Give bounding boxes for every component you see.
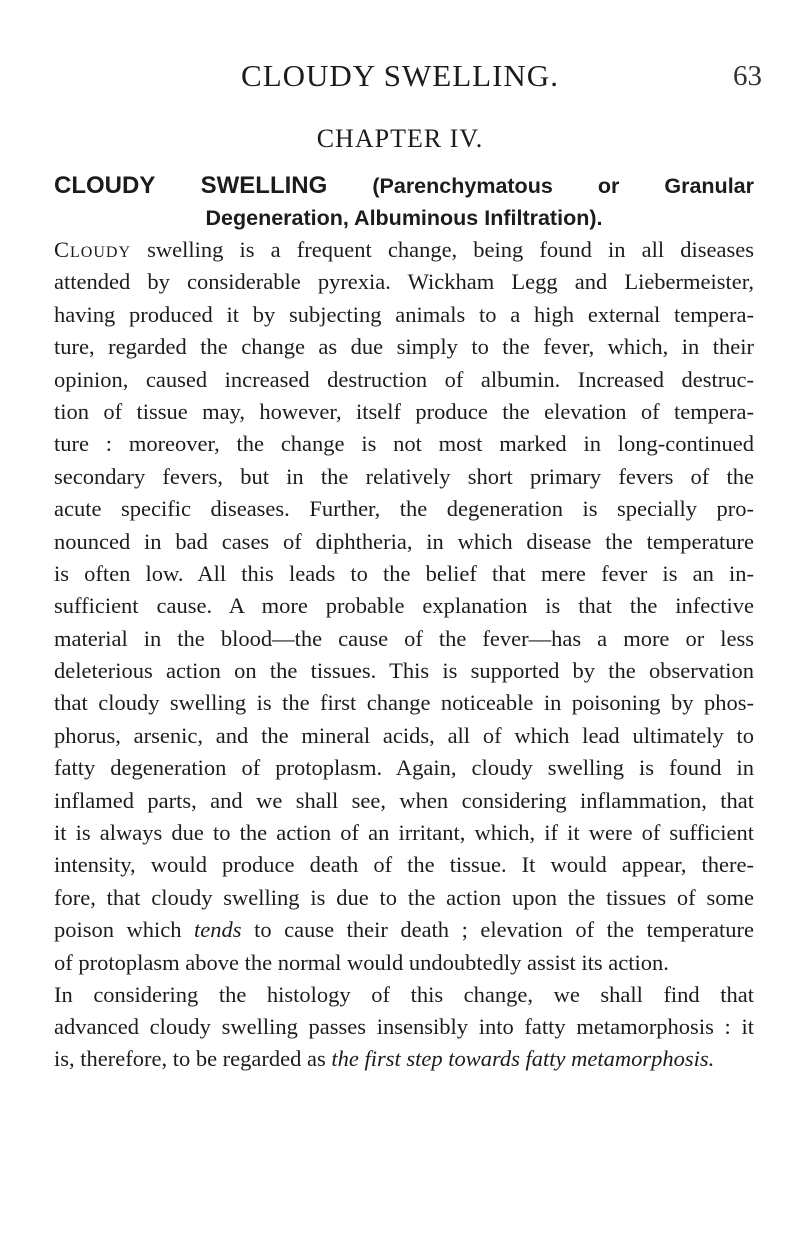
heading-subtitle-1: (Parenchymatous or Granular: [372, 174, 754, 198]
text-line: is often low. All this leads to the belief that mere fever is an in-: [54, 560, 754, 586]
drop-word: Cloudy: [54, 237, 131, 262]
chapter-title: CHAPTER IV.: [316, 124, 484, 153]
text-line: ture : moreover, the change is not most marked in long-continued: [54, 431, 754, 457]
page-number: 63: [733, 60, 762, 92]
text-line: that cloudy swelling is the first change noticeable in poisoning by phos-: [54, 690, 754, 716]
text-span: In considering the histology of this change, we shall find that: [54, 982, 754, 1007]
text-line: intensity, would produce death of the tissue. It would appear, there-: [54, 852, 754, 878]
text-span: poison which: [54, 917, 182, 943]
heading-bold-title: CLOUDY SWELLING: [54, 172, 328, 199]
text-span: is, therefore, to be regarded as: [54, 1046, 326, 1072]
text-line: advanced cloudy swelling passes insensibly into fatty metamorphosis : it: [54, 1014, 754, 1039]
text-line: phorus, arsenic, and the mineral acids, all of which lead ultimately to: [54, 722, 754, 748]
text-line: opinion, caused increased destruction of albumin. Increased destruc-: [54, 366, 754, 392]
emphasis: tends: [194, 917, 242, 943]
text-line: fore, that cloudy swelling is due to the action upon the tissues of some: [54, 884, 754, 910]
text-line: having produced it by subjecting animals to a high external tempera-: [54, 301, 754, 327]
text-line: attended by considerable pyrexia. Wickham Legg and Liebermeister,: [54, 269, 754, 295]
text-line: deleterious action on the tissues. This is supported by the observation: [54, 658, 754, 684]
text-line: it is always due to the action of an irritant, which, if it were of sufficient: [54, 820, 754, 846]
running-title: CLOUDY SWELLING.: [241, 58, 559, 93]
text-line: fatty degeneration of protoplasm. Again, cloudy swelling is found in: [54, 755, 754, 781]
text-line: sufficient cause. A more probable explanation is that the infective: [54, 593, 754, 619]
emphasis: the first step towards fatty metamorphosis.: [331, 1046, 715, 1072]
text-line: acute specific diseases. Further, the degeneration is specially pro-: [54, 496, 754, 522]
text-line: ture, regarded the change as due simply to the fever, which, in their: [54, 334, 754, 360]
text-line: tion of tissue may, however, itself produce the elevation of tempera-: [54, 398, 754, 424]
text-line: material in the blood—the cause of the fever—has a more or less: [54, 625, 754, 651]
text-line: secondary fevers, but in the relatively short primary fevers of the: [54, 463, 754, 489]
text-line: of protoplasm above the normal would undoubtedly assist its action.: [54, 949, 669, 975]
text-span: swelling is a frequent change, being found in all diseases: [147, 237, 755, 262]
text-span: to cause their death ; elevation of the temperature: [254, 917, 755, 943]
text-line: nounced in bad cases of diphtheria, in which disease the temperature: [54, 528, 754, 554]
text-line: inflamed parts, and we shall see, when considering inflammation, that: [54, 787, 754, 813]
heading-line-2: Degeneration, Albuminous Infiltration).: [205, 206, 603, 230]
